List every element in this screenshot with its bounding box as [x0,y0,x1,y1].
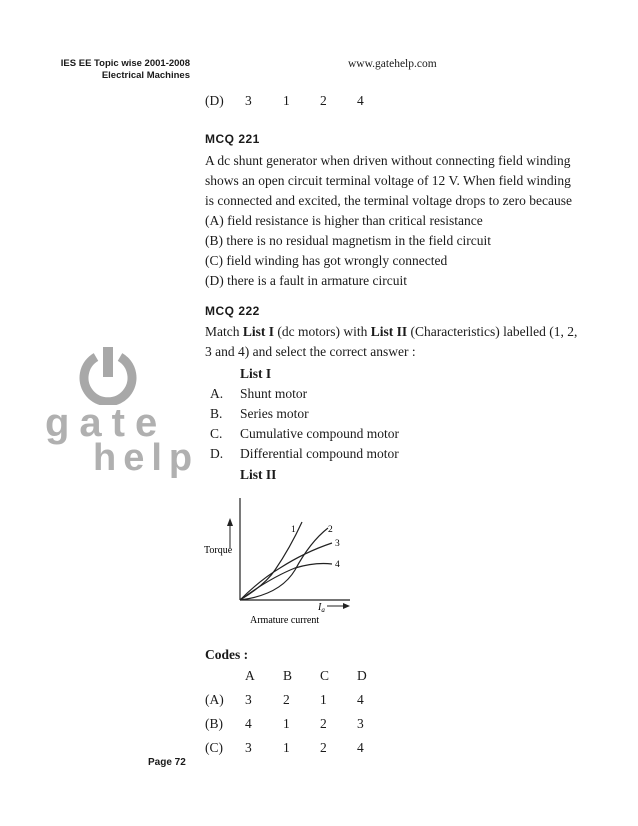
code-option-label: (C) [205,740,223,755]
codes-header-row [205,668,405,688]
header-subject-title: IES EE Topic wise 2001-2008 [60,58,190,69]
codes-header: C [320,668,330,683]
code-value: 3 [357,716,364,731]
header-subject-name: Electrical Machines [101,70,190,81]
prev-answer-value: 2 [320,93,327,108]
list-item-key: A. [210,386,224,401]
question-line: shows an open circuit terminal voltage of 12 V. When field winding [205,173,571,188]
mcq-222-question [205,322,595,362]
prev-answer-value: 4 [357,93,364,108]
code-value: 1 [283,740,290,755]
list-item [210,444,470,464]
codes-row [205,716,405,736]
code-option-label: (B) [205,716,223,731]
x-marker-main: I [318,602,322,613]
list-i-ref: List I [242,324,275,339]
x-marker-label [317,602,325,614]
gatehelp-logo [45,345,200,485]
option-b: (B) there is no residual magnetism in the field circuit [205,233,492,248]
list-item [210,384,470,404]
code-value: 2 [283,692,290,707]
option-c: (C) field winding has got wrongly connected [205,253,448,268]
codes-header: A [245,668,255,683]
list-i-title: List I [240,366,272,381]
prev-answer-value: 3 [245,93,252,108]
list-ii-title: List II [240,467,277,482]
codes-title: Codes : [205,647,249,662]
code-value: 3 [245,692,252,707]
x-axis-label: Armature current [250,615,320,626]
list-item-text: Cumulative compound motor [240,426,399,441]
curve-label-2: 2 [328,525,333,535]
page-number: Page 72 [148,757,186,768]
code-value: 2 [320,740,327,755]
logo-word-gate: gate [45,401,168,445]
code-value: 4 [357,740,364,755]
x-marker-sub: a [321,606,325,614]
list-item-key: D. [210,446,224,461]
list-item [210,424,470,444]
option-d: (D) there is a fault in armature circuit [205,273,408,288]
header-left [40,58,190,82]
list-item-text: Differential compound motor [240,446,399,461]
curve-label-4: 4 [335,560,340,570]
power-icon [78,345,138,405]
code-value: 2 [320,716,327,731]
list-item-key: B. [210,406,223,421]
y-axis-label: Torque [204,545,233,556]
curve-label-1: 1 [291,525,296,535]
code-option-label: (A) [205,692,224,707]
prev-answer-label: (D) [205,93,224,108]
code-value: 3 [245,740,252,755]
option-a: (A) field resistance is higher than critical resistance [205,213,483,228]
question-line: 3 and 4) and select the correct answer : [205,344,416,359]
x-arrow-head [343,603,350,609]
mcq-221-question [205,151,595,291]
mcq-222-title: MCQ 222 [205,304,260,318]
question-text: (Characteristics) labelled (1, 2, [407,324,578,339]
curve-label-3: 3 [335,539,340,549]
question-line: A dc shunt generator when driven without connecting field winding [205,153,571,168]
codes-header: B [283,668,293,683]
logo-word-help: help [93,437,200,479]
question-text: (dc motors) with [274,324,371,339]
header-website[interactable]: www.gatehelp.com [348,58,437,70]
codes-row [205,692,405,712]
list-i [210,384,470,464]
question-text: Match [205,324,243,339]
mcq-221-title: MCQ 221 [205,132,260,146]
list-item [210,404,470,424]
code-value: 1 [283,716,290,731]
question-line: is connected and excited, the terminal voltage drops to zero because [205,193,572,208]
torque-current-graph [200,490,360,630]
y-arrow-head [227,518,233,526]
code-value: 4 [245,716,252,731]
list-item-text: Shunt motor [240,386,308,401]
question-line [205,322,595,342]
codes-header: D [357,668,367,683]
list-item-key: C. [210,426,223,441]
code-value: 1 [320,692,327,707]
prev-answer-value: 1 [283,93,290,108]
codes-row [205,740,405,760]
list-item-text: Series motor [240,406,309,421]
list-ii-ref: List II [370,324,408,339]
code-value: 4 [357,692,364,707]
prev-answer-row [205,93,405,113]
